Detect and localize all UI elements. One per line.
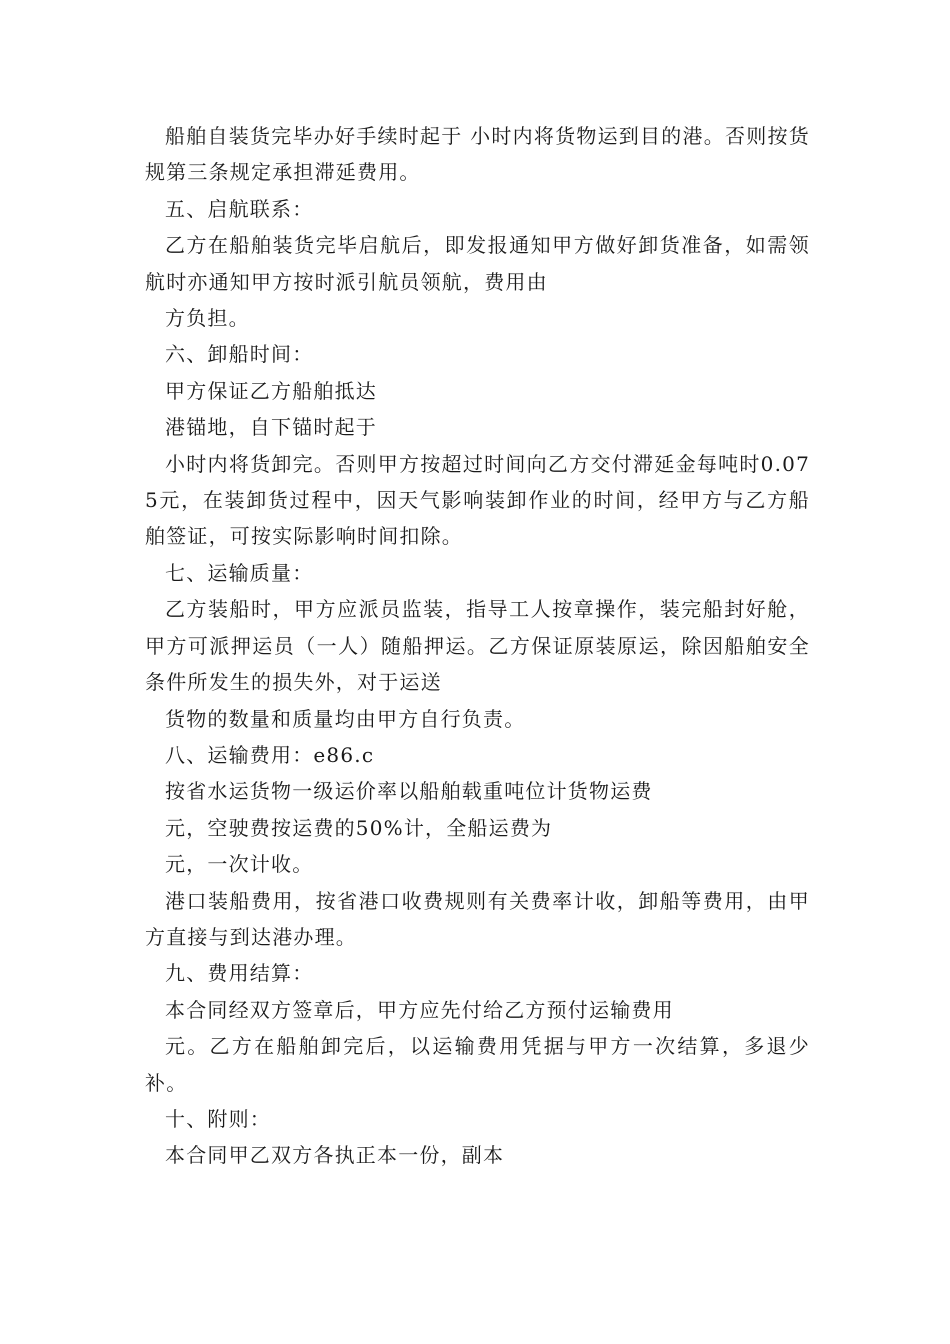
paragraph-pilot-fee-bearer: 方负担。 <box>165 306 250 331</box>
heading-section-9: 九、费用结算： <box>165 961 314 986</box>
paragraph-cargo-responsibility: 货物的数量和质量均由甲方自行负责。 <box>165 706 526 731</box>
paragraph-freight-rate: 按省水运货物一级运价率以船舶载重吨位计货物运费 <box>165 779 653 804</box>
paragraph-one-time-collection: 元，一次计收。 <box>165 852 314 877</box>
document-body <box>145 118 810 1174</box>
paragraph-prepayment: 本合同经双方签章后，甲方应先付给乙方预付运输费用 <box>165 997 674 1022</box>
paragraph-unloading-demurrage: 小时内将货卸完。否则甲方按超过时间向乙方交付滞延金每吨时0.075元，在装卸货过程中，因天气影响装卸作业的时间，经甲方与乙方船舶签证，可按实际影响时间扣除。 <box>145 451 810 549</box>
paragraph-settlement: 元。乙方在船舶卸完后，以运输费用凭据与甲方一次结算，多退少补。 <box>145 1034 810 1095</box>
paragraph-anchorage: 港锚地，自下锚时起于 <box>165 415 377 440</box>
heading-section-5: 五、启航联系： <box>165 196 314 221</box>
paragraph-empty-run-fee: 元，空驶费按运费的50%计，全船运费为 <box>165 815 553 840</box>
heading-section-8: 八、运输费用：e86.c <box>165 742 375 767</box>
paragraph-copies: 本合同甲乙双方各执正本一份，副本 <box>165 1143 505 1168</box>
paragraph-arrival-guarantee: 甲方保证乙方船舶抵达 <box>165 378 377 403</box>
heading-section-7: 七、运输质量： <box>165 560 314 585</box>
paragraph-loading-deadline: 船舶自装货完毕办好手续时起于 小时内将货物运到目的港。否则按货规第三条规定承担滞延费用。 <box>145 124 810 185</box>
paragraph-port-fees: 港口装船费用，按省港口收费规则有关费率计收，卸船等费用，由甲方直接与到达港办理。 <box>145 888 810 949</box>
heading-section-6: 六、卸船时间： <box>165 342 314 367</box>
paragraph-departure-notice: 乙方在船舶装货完毕启航后，即发报通知甲方做好卸货准备，如需领航时亦通知甲方按时派引航员领航，费用由 <box>145 233 810 294</box>
paragraph-loading-supervision: 乙方装船时，甲方应派员监装，指导工人按章操作，装完船封好舱，甲方可派押运员（一人）随船押运。乙方保证原装原运，除因船舶安全条件所发生的损失外，对于运送 <box>145 597 810 695</box>
heading-section-10: 十、附则： <box>165 1106 271 1131</box>
